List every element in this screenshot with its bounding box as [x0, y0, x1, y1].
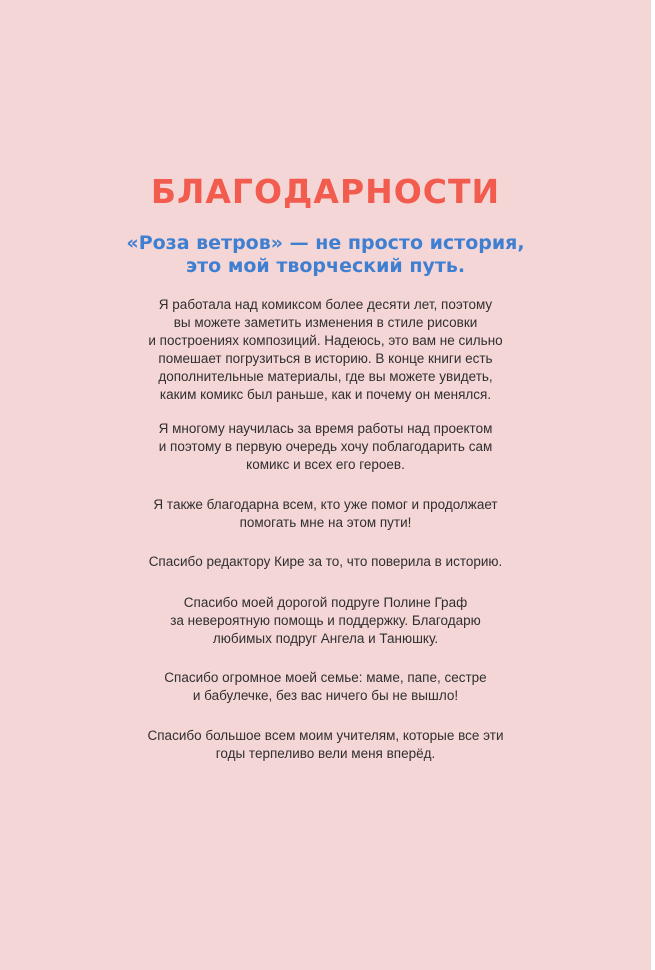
paragraph-line: помогать мне на этом пути! [239, 515, 412, 530]
paragraph-line: и поэтому в первую очередь хочу поблагодарить сам [158, 439, 493, 454]
subtitle [0, 232, 651, 278]
paragraph-line: каким комикс был раньше, как и почему он менялся. [159, 387, 492, 402]
subtitle-line: «Роза ветров» — не просто история, [126, 232, 525, 254]
paragraph-teachers [0, 727, 651, 763]
paragraph-line: вы можете заметить изменения в стиле рисовки [173, 315, 478, 330]
paragraph-editor [0, 553, 651, 571]
paragraph-line: годы терпеливо вели меня вперёд. [215, 746, 436, 761]
paragraph-line: Я работала над комиксом более десяти лет, поэтому [158, 297, 493, 312]
paragraph-friends [0, 594, 651, 648]
paragraph-line: и бабулечке, без вас ничего бы не вышло! [192, 688, 459, 703]
paragraph-line: помешает погрузиться в историю. В конце книги есть [158, 351, 493, 366]
paragraph-family [0, 669, 651, 705]
paragraph-line: Спасибо большое всем моим учителям, которые все эти [147, 728, 504, 743]
paragraph-line: комикс и всех его героев. [246, 457, 405, 472]
subtitle-line: это мой творческий путь. [185, 255, 466, 277]
paragraph-line: Спасибо моей дорогой подруге Полине Граф [183, 595, 468, 610]
paragraph-line: и построениях композиций. Надеюсь, это вам не сильно [148, 333, 503, 348]
paragraph-gratitude [0, 496, 651, 532]
paragraph-history [0, 296, 651, 404]
paragraph-line: Я также благодарна всем, кто уже помог и продолжает [153, 497, 498, 512]
paragraph-line: Я многому научилась за время работы над проектом [158, 421, 493, 436]
paragraph-learning [0, 420, 651, 474]
page-title: БЛАГОДАРНОСТИ [150, 172, 501, 211]
paragraph-line: любимых подруг Ангела и Танюшку. [212, 631, 439, 646]
paragraph-line: Спасибо огромное моей семье: маме, папе, сестре [164, 670, 487, 685]
paragraph-line: дополнительные материалы, где вы можете увидеть, [158, 369, 493, 384]
page-edge [651, 0, 655, 970]
paragraph-line: Спасибо редактору Кире за то, что поверила в историю. [148, 554, 503, 569]
paragraph-line: за невероятную помощь и поддержку. Благодарю [170, 613, 481, 628]
